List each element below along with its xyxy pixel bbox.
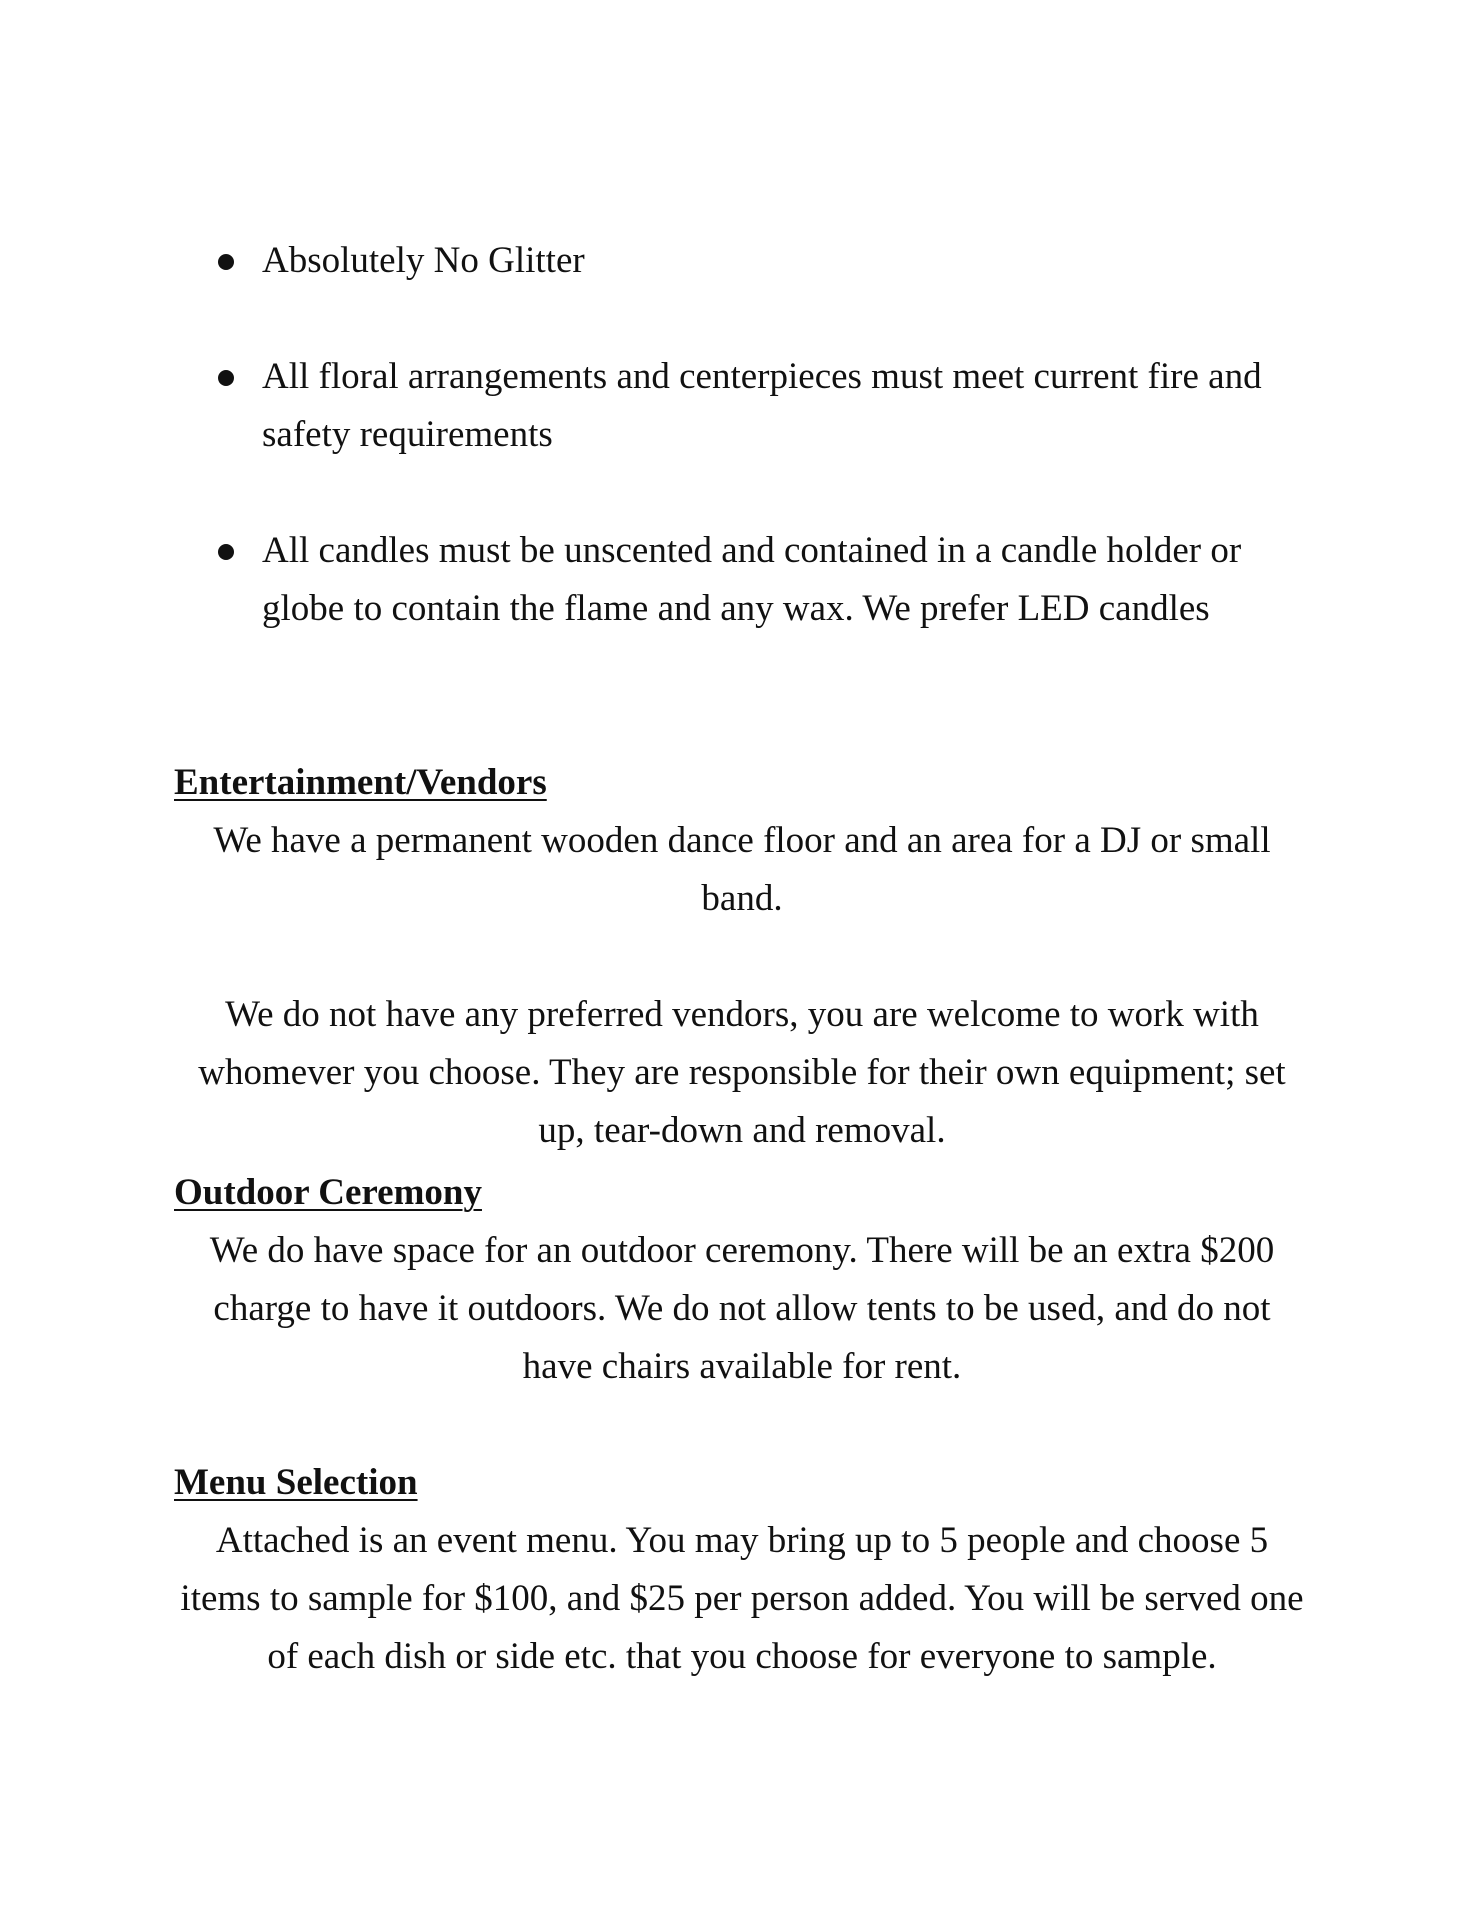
bullet-dot-icon — [218, 370, 234, 386]
menu-selection-paragraph: Attached is an event menu. You may bring up to 5 people and choose 5 items to sample for $100, and $25 per person added. You will be served one of each dish or side etc. that you choose for everyone to sample. — [180, 1520, 1304, 1677]
entertainment-paragraph-2: We do not have any preferred vendors, you are welcome to work with whomever you choose. They are responsible for their own equipment; set up, tear-down and removal. — [198, 994, 1286, 1151]
bullet-dot-icon — [218, 544, 234, 560]
list-item-text: All candles must be unscented and contained in a candle holder or globe to contain the flame and any wax. We prefer LED candles — [262, 530, 1242, 629]
decor-rules-list — [218, 232, 1268, 696]
outdoor-ceremony-heading: Outdoor Ceremony — [174, 1172, 482, 1213]
menu-selection-section — [174, 1454, 1310, 1686]
outdoor-ceremony-section — [174, 1164, 1310, 1396]
menu-selection-heading: Menu Selection — [174, 1462, 418, 1503]
list-item — [218, 232, 1268, 290]
list-item-text: Absolutely No Glitter — [262, 240, 585, 281]
list-item — [218, 522, 1268, 638]
entertainment-paragraph-1: We have a permanent wooden dance floor and an area for a DJ or small band. — [213, 820, 1271, 919]
entertainment-section — [174, 754, 1310, 1160]
outdoor-ceremony-paragraph: We do have space for an outdoor ceremony. There will be an extra $200 charge to have it outdoors. We do not allow tents to be used, and do not have chairs available for rent. — [209, 1230, 1275, 1387]
bullet-dot-icon — [218, 254, 234, 270]
entertainment-heading: Entertainment/Vendors — [174, 762, 547, 803]
list-item-text: All floral arrangements and centerpieces must meet current fire and safety requirements — [262, 356, 1262, 455]
list-item — [218, 348, 1268, 464]
